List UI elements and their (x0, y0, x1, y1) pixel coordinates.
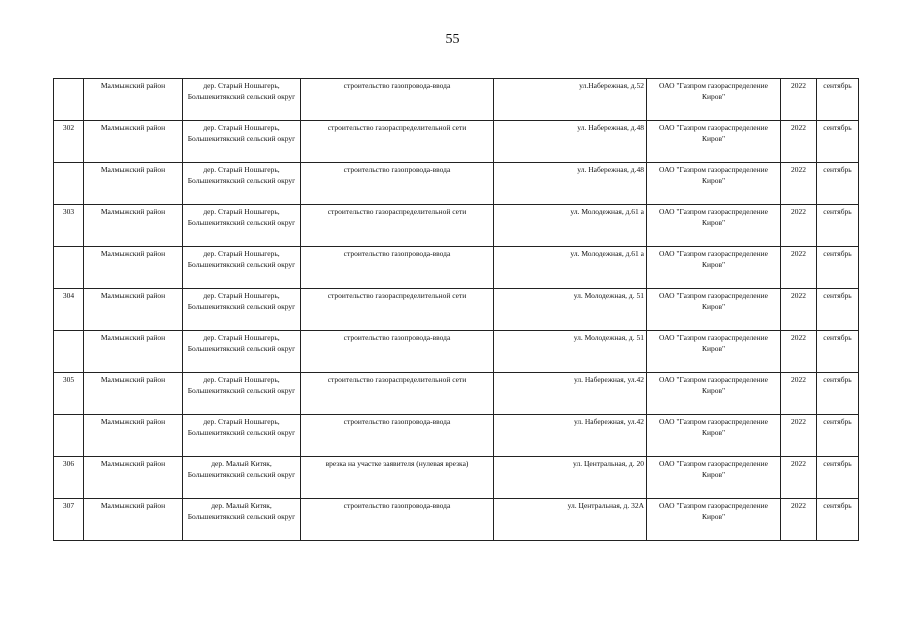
organization-cell: ОАО "Газпром газораспределение Киров" (647, 247, 781, 289)
work-type-cell: строительство газопровода-ввода (301, 499, 494, 541)
year-cell: 2022 (781, 331, 817, 373)
month-cell: сентябрь (817, 247, 859, 289)
work-type-cell: строительство газораспределительной сети (301, 373, 494, 415)
month-cell: сентябрь (817, 457, 859, 499)
address-cell: ул. Набережная, ул.42 (494, 415, 647, 457)
year-cell: 2022 (781, 457, 817, 499)
address-cell: ул. Набережная, ул.42 (494, 373, 647, 415)
locality-cell: дер. Старый Ношыгерь, Большекитякский сельский округ (183, 163, 301, 205)
month-cell: сентябрь (817, 373, 859, 415)
address-cell: ул. Набережная, д.48 (494, 163, 647, 205)
row-number: 304 (54, 289, 84, 331)
row-number (54, 79, 84, 121)
organization-cell: ОАО "Газпром газораспределение Киров" (647, 457, 781, 499)
district-cell: Малмыжский район (84, 415, 183, 457)
work-type-cell: строительство газопровода-ввода (301, 415, 494, 457)
table-row (54, 79, 859, 121)
works-table (53, 78, 859, 541)
row-number: 307 (54, 499, 84, 541)
table-row (54, 289, 859, 331)
month-cell: сентябрь (817, 79, 859, 121)
address-cell: ул. Молодежная, д.61 а (494, 247, 647, 289)
work-type-cell: строительство газопровода-ввода (301, 163, 494, 205)
locality-cell: дер. Малый Китяк, Большекитякский сельский округ (183, 499, 301, 541)
address-cell: ул. Центральная, д. 32А (494, 499, 647, 541)
row-number: 306 (54, 457, 84, 499)
row-number (54, 247, 84, 289)
row-number (54, 415, 84, 457)
year-cell: 2022 (781, 247, 817, 289)
district-cell: Малмыжский район (84, 79, 183, 121)
year-cell: 2022 (781, 121, 817, 163)
district-cell: Малмыжский район (84, 289, 183, 331)
row-number (54, 331, 84, 373)
locality-cell: дер. Малый Китяк, Большекитякский сельский округ (183, 457, 301, 499)
work-type-cell: строительство газораспределительной сети (301, 121, 494, 163)
table-row (54, 247, 859, 289)
work-type-cell: строительство газопровода-ввода (301, 331, 494, 373)
table-row (54, 415, 859, 457)
month-cell: сентябрь (817, 205, 859, 247)
month-cell: сентябрь (817, 415, 859, 457)
organization-cell: ОАО "Газпром газораспределение Киров" (647, 163, 781, 205)
locality-cell: дер. Старый Ношыгерь, Большекитякский сельский округ (183, 205, 301, 247)
row-number: 302 (54, 121, 84, 163)
table-row (54, 373, 859, 415)
locality-cell: дер. Старый Ношыгерь, Большекитякский сельский округ (183, 79, 301, 121)
work-type-cell: строительство газопровода-ввода (301, 247, 494, 289)
work-type-cell: строительство газораспределительной сети (301, 289, 494, 331)
locality-cell: дер. Старый Ношыгерь, Большекитякский сельский округ (183, 247, 301, 289)
address-cell: ул.Набережная, д.52 (494, 79, 647, 121)
month-cell: сентябрь (817, 499, 859, 541)
month-cell: сентябрь (817, 331, 859, 373)
work-type-cell: врезка на участке заявителя (нулевая врезка) (301, 457, 494, 499)
organization-cell: ОАО "Газпром газораспределение Киров" (647, 289, 781, 331)
organization-cell: ОАО "Газпром газораспределение Киров" (647, 373, 781, 415)
page-number: 55 (445, 32, 460, 47)
row-number: 305 (54, 373, 84, 415)
address-cell: ул. Молодежная, д. 51 (494, 331, 647, 373)
organization-cell: ОАО "Газпром газораспределение Киров" (647, 331, 781, 373)
year-cell: 2022 (781, 289, 817, 331)
work-type-cell: строительство газопровода-ввода (301, 79, 494, 121)
district-cell: Малмыжский район (84, 205, 183, 247)
month-cell: сентябрь (817, 163, 859, 205)
district-cell: Малмыжский район (84, 121, 183, 163)
year-cell: 2022 (781, 373, 817, 415)
district-cell: Малмыжский район (84, 373, 183, 415)
locality-cell: дер. Старый Ношыгерь, Большекитякский сельский округ (183, 289, 301, 331)
district-cell: Малмыжский район (84, 331, 183, 373)
locality-cell: дер. Старый Ношыгерь, Большекитякский сельский округ (183, 121, 301, 163)
district-cell: Малмыжский район (84, 247, 183, 289)
year-cell: 2022 (781, 79, 817, 121)
year-cell: 2022 (781, 415, 817, 457)
month-cell: сентябрь (817, 121, 859, 163)
locality-cell: дер. Старый Ношыгерь, Большекитякский сельский округ (183, 415, 301, 457)
table-row (54, 163, 859, 205)
table-row (54, 331, 859, 373)
year-cell: 2022 (781, 163, 817, 205)
year-cell: 2022 (781, 205, 817, 247)
address-cell: ул. Молодежная, д. 51 (494, 289, 647, 331)
district-cell: Малмыжский район (84, 457, 183, 499)
work-type-cell: строительство газораспределительной сети (301, 205, 494, 247)
organization-cell: ОАО "Газпром газораспределение Киров" (647, 79, 781, 121)
month-cell: сентябрь (817, 289, 859, 331)
locality-cell: дер. Старый Ношыгерь, Большекитякский сельский округ (183, 373, 301, 415)
district-cell: Малмыжский район (84, 499, 183, 541)
year-cell: 2022 (781, 499, 817, 541)
address-cell: ул. Набережная, д.48 (494, 121, 647, 163)
row-number (54, 163, 84, 205)
table-row (54, 457, 859, 499)
table-body (54, 79, 859, 541)
organization-cell: ОАО "Газпром газораспределение Киров" (647, 415, 781, 457)
address-cell: ул. Молодежная, д.61 а (494, 205, 647, 247)
organization-cell: ОАО "Газпром газораспределение Киров" (647, 499, 781, 541)
address-cell: ул. Центральная, д. 20 (494, 457, 647, 499)
locality-cell: дер. Старый Ношыгерь, Большекитякский сельский округ (183, 331, 301, 373)
row-number: 303 (54, 205, 84, 247)
organization-cell: ОАО "Газпром газораспределение Киров" (647, 121, 781, 163)
district-cell: Малмыжский район (84, 163, 183, 205)
table-row (54, 121, 859, 163)
organization-cell: ОАО "Газпром газораспределение Киров" (647, 205, 781, 247)
table-row (54, 499, 859, 541)
table-row (54, 205, 859, 247)
